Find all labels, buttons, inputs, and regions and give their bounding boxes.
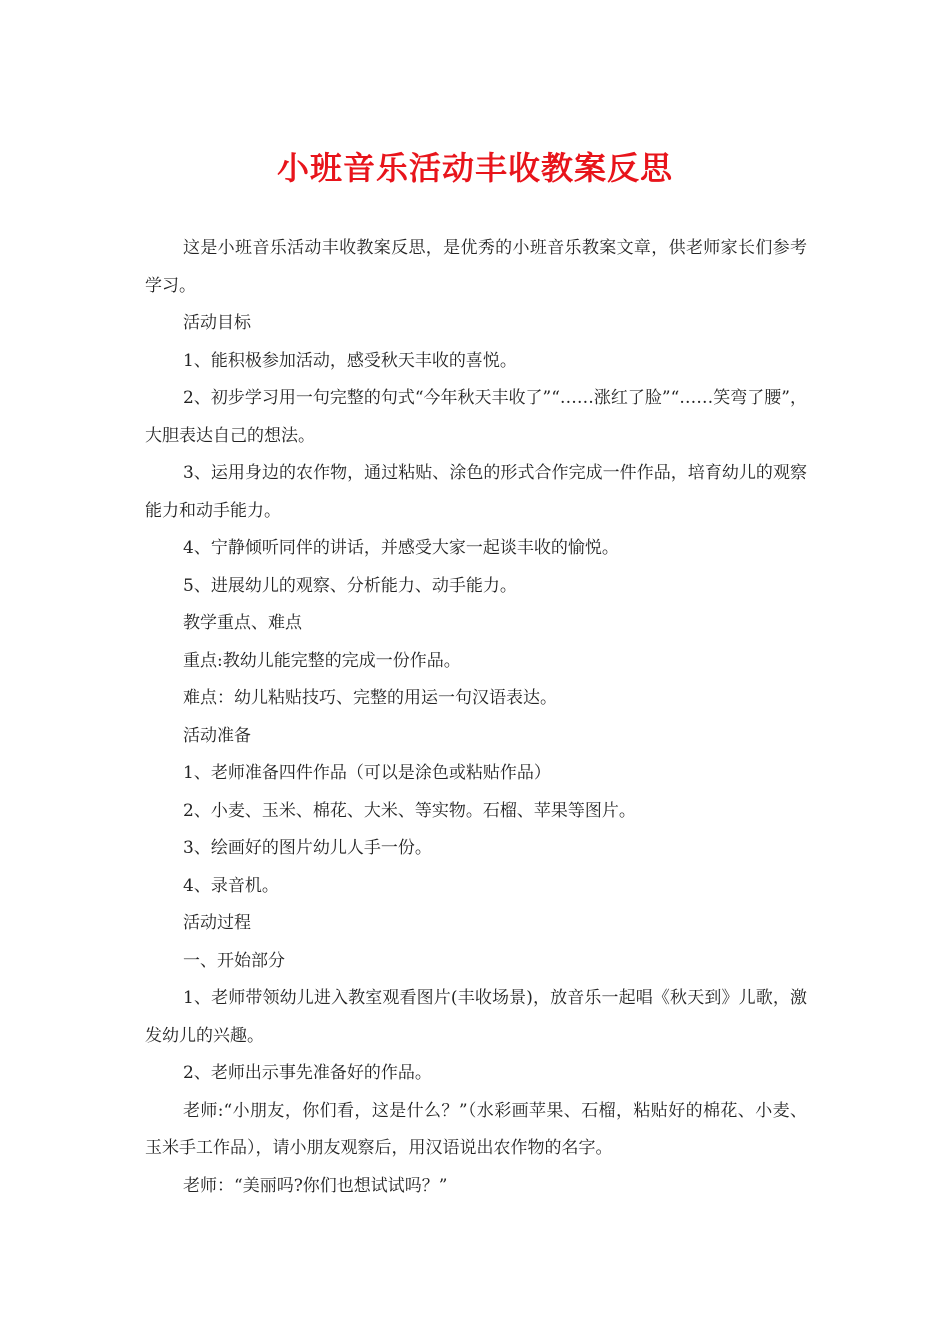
paragraph-process-1: 1、老师带领幼儿进入教室观看图片(丰收场景)，放音乐一起唱《秋天到》儿歌，激发幼儿的兴趣。 — [145, 988, 807, 1046]
paragraph-goal-4: 4、宁静倾听同伴的讲话，并感受大家一起谈丰收的愉悦。 — [183, 538, 619, 558]
page-title: 小班音乐活动丰收教案反思 — [276, 149, 673, 187]
paragraph-teacher-question-1: 老师:“小朋友，你们看，这是什么？”（水彩画苹果、石榴，粘贴好的棉花、小麦、玉米手工作品），请小朋友观察后，用汉语说出农作物的名字。 — [145, 1100, 807, 1158]
document-body — [145, 230, 807, 1205]
paragraph-goal-2: 2、初步学习用一句完整的句式“今年秋天丰收了”“……涨红了脸”“……笑弯了腰”，大胆表达自己的想法。 — [145, 388, 807, 446]
paragraph-prep-4: 4、录音机。 — [183, 875, 279, 896]
section-heading-preparation: 活动准备 — [183, 725, 251, 746]
section-heading-process: 活动过程 — [183, 913, 251, 933]
paragraph-goal-1: 1、能积极参加活动，感受秋天丰收的喜悦。 — [183, 350, 517, 371]
paragraph-prep-1: 1、老师准备四件作品（可以是涂色或粘贴作品） — [183, 763, 551, 783]
paragraph-intro: 这是小班音乐活动丰收教案反思，是优秀的小班音乐教案文章，供老师家长们参考学习。 — [145, 238, 807, 296]
subsection-heading-start: 一、开始部分 — [183, 950, 285, 971]
paragraph-prep-2: 2、小麦、玉米、棉花、大米、等实物。石榴、苹果等图片。 — [183, 800, 636, 821]
section-heading-goals: 活动目标 — [183, 313, 251, 333]
paragraph-difficulty: 难点：幼儿粘贴技巧、完整的用运一句汉语表达。 — [183, 688, 557, 708]
paragraph-goal-3: 3、运用身边的农作物，通过粘贴、涂色的形式合作完成一件作品，培育幼儿的观察能力和动手能力。 — [145, 463, 807, 521]
paragraph-goal-5: 5、进展幼儿的观察、分析能力、动手能力。 — [183, 575, 517, 596]
section-heading-key-points: 教学重点、难点 — [183, 613, 302, 633]
paragraph-teacher-question-2: 老师：“美丽吗?你们也想试试吗？” — [183, 1175, 448, 1196]
paragraph-prep-3: 3、绘画好的图片幼儿人手一份。 — [183, 838, 432, 858]
paragraph-key-point: 重点:教幼儿能完整的完成一份作品。 — [183, 650, 461, 671]
paragraph-process-2: 2、老师出示事先准备好的作品。 — [183, 1063, 432, 1083]
